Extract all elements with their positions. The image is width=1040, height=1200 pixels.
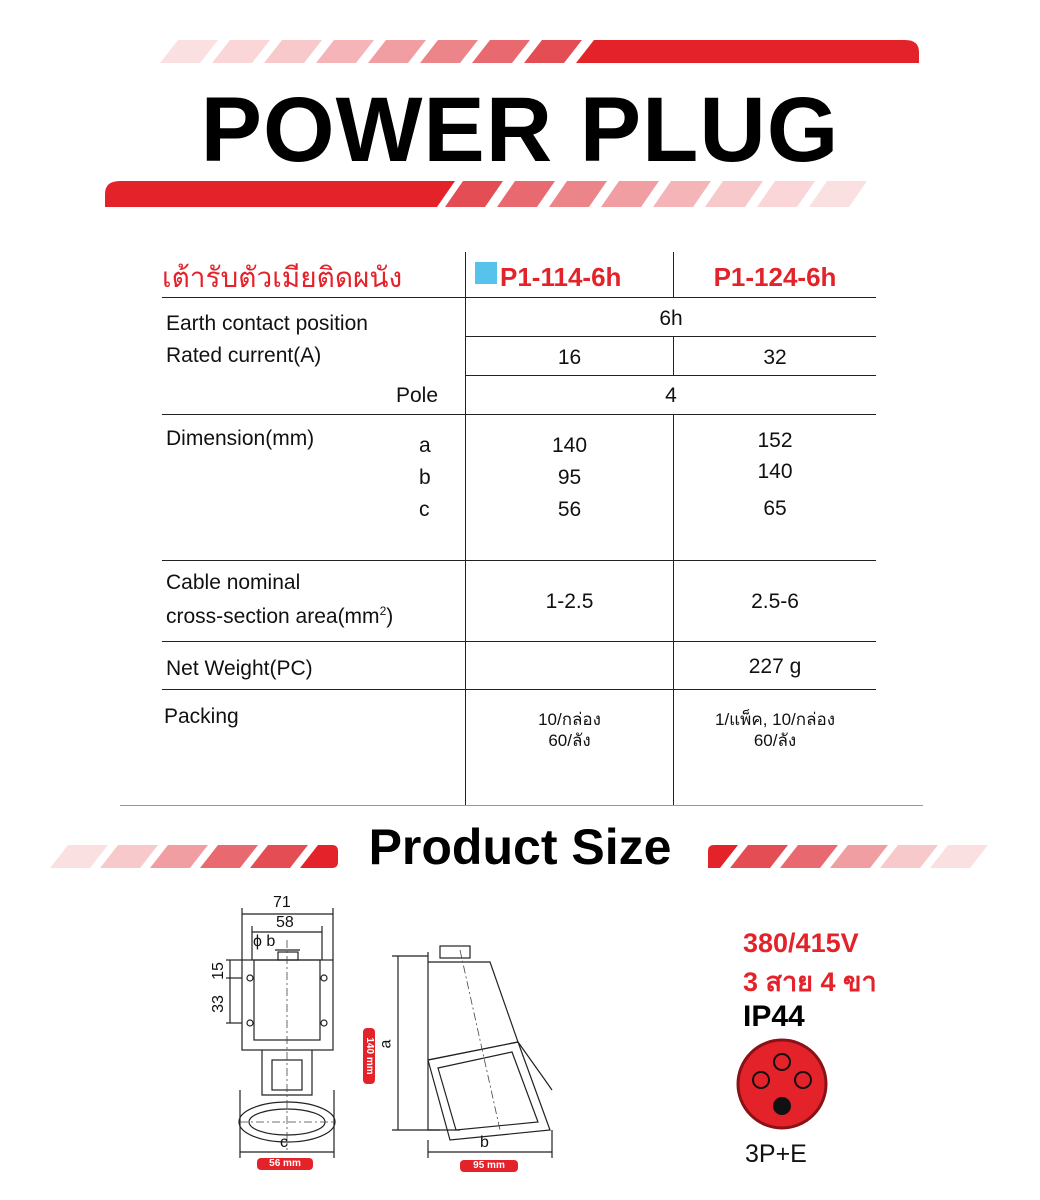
dim-1-b: 95 [557,466,582,489]
dim-key-c: c [419,498,430,521]
rated-current-label: Rated current(A) [166,344,322,367]
cable-label-1: Cable nominal [166,571,301,594]
dim-58: 58 [276,914,294,931]
dim-b: b [480,1134,489,1151]
cable-value-2: 2.5-6 [751,590,799,613]
weight-label: Net Weight(PC) [166,657,313,680]
product-size-title: Product Size [368,819,672,875]
cable-label-2 [166,604,393,629]
table-bottom-rule [120,805,923,806]
pill-56mm: 56 mm [257,1158,313,1170]
row-divider [162,641,876,642]
dim-2-a: 152 [757,429,793,452]
dim-2-b: 140 [757,460,793,483]
cable-label-sup: 2 [379,604,387,618]
ip-rating: IP44 [743,1000,805,1033]
socket-pin-icon [734,1036,830,1132]
row-divider [162,560,876,561]
wires-spec: 3 สาย 4 ขา [743,967,877,997]
dim-33: 33 [209,995,227,1013]
dimension-label: Dimension(mm) [166,427,315,450]
pill-140mm: 140 mm [363,1028,375,1084]
weight-value-2: 227 g [748,655,802,678]
header-divider [162,297,876,298]
cable-label-end: ) [386,605,394,628]
rated-current-1: 16 [557,346,582,369]
earth-contact-value: 6h [659,307,683,330]
model-1-heading: P1-114-6h [500,262,622,292]
dim-2-c: 65 [763,497,787,520]
dim-phi-b: ϕ b [253,933,276,950]
dim-1-c: 56 [557,498,582,521]
row-divider [466,375,876,376]
top-stripes-lower [105,181,867,207]
dim-key-a: a [419,434,431,457]
row-divider [162,689,876,690]
row-divider [466,336,876,337]
pin-config: 3P+E [745,1140,807,1168]
packing-label: Packing [164,705,239,728]
dim-71: 71 [273,894,291,911]
voltage-spec: 380/415V [743,928,859,958]
dim-a: a [377,1039,395,1049]
category-heading: เต้ารับตัวเมียติดผนัง [162,262,403,293]
pole-label: Pole [396,384,439,407]
model-swatch [475,262,497,284]
packing-1-line2: 60/ลัง [548,731,591,750]
cable-label-text: cross-section area(mm [166,605,380,628]
dim-1-a: 140 [551,434,588,457]
row-divider [162,414,876,415]
pole-value: 4 [665,384,677,407]
rated-current-2: 32 [763,346,787,369]
cable-value-1: 1-2.5 [545,590,594,613]
dim-key-b: b [419,466,431,489]
pill-95mm: 95 mm [460,1160,518,1172]
packing-2-line2: 60/ลัง [753,731,797,750]
page-title: POWER PLUG [200,79,840,181]
technical-drawing [200,890,560,1180]
packing-1-line1: 10/กล่อง [538,710,601,729]
earth-contact-label: Earth contact position [166,312,368,335]
top-stripes-upper [160,40,919,63]
column-divider-2a [673,252,674,298]
dim-c: c [280,1134,288,1151]
packing-2-line1: 1/แพ็ค, 10/กล่อง [714,710,835,729]
dim-15: 15 [209,962,227,980]
model-2-heading: P1-124-6h [713,262,837,292]
